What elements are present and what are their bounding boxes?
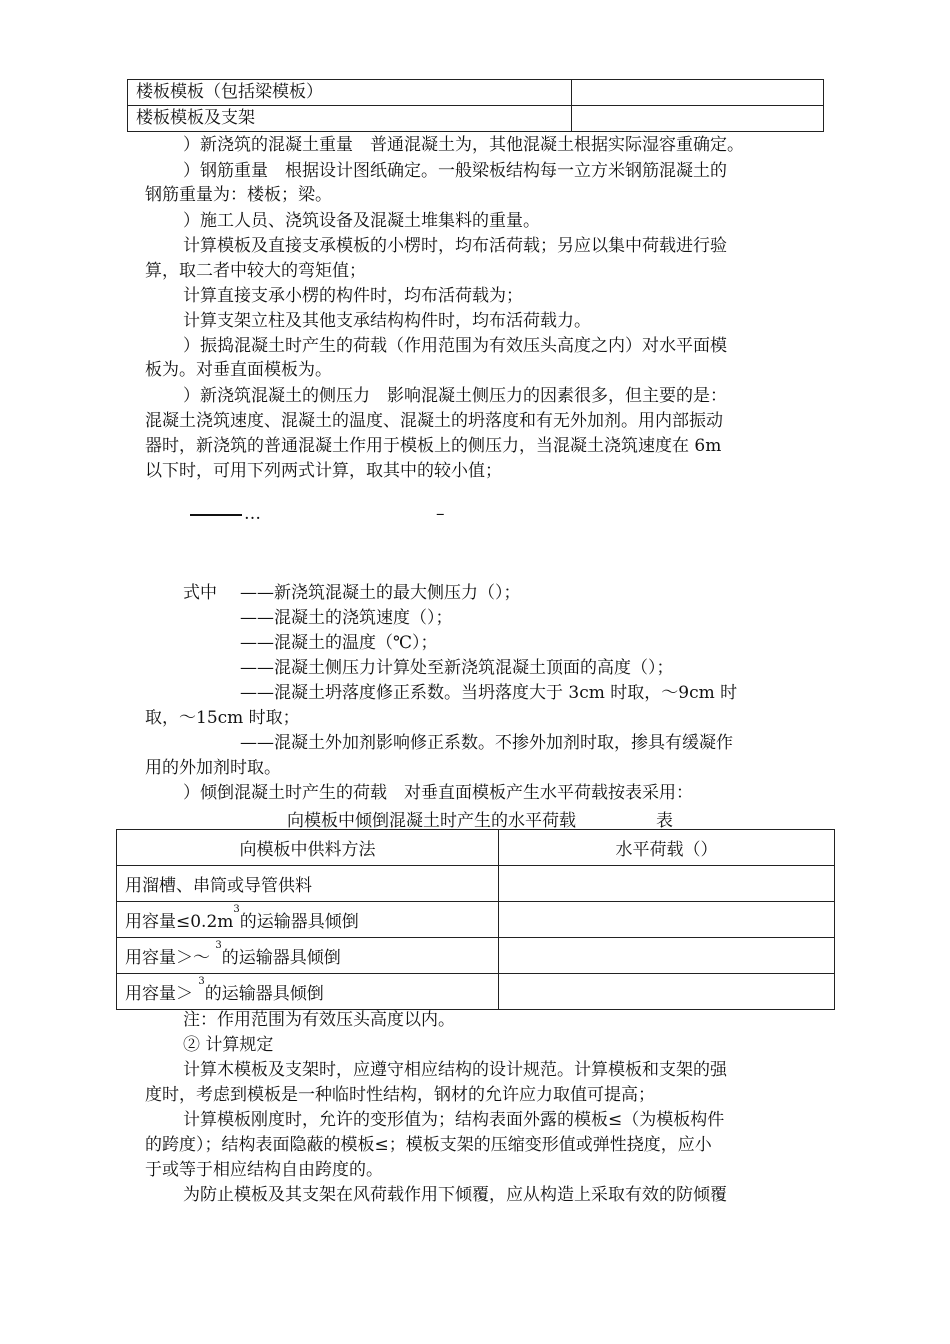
superscript: 3 xyxy=(215,940,222,951)
paragraph-live-load: 计算模板及直接支承模板的小楞时，均布活荷载；另应以集中荷载进行验 xyxy=(183,236,727,256)
legend-line: ——混凝土侧压力计算处至新浇筑混凝土顶面的高度（）； xyxy=(240,658,674,678)
paragraph-support-load: 计算支架立柱及其他支承结构构件时，均布活荷载力。 xyxy=(183,311,591,331)
table-row xyxy=(117,866,835,902)
paragraph-lateral-pressure: ）新浇筑混凝土的侧压力 影响混凝土侧压力的因素很多，但主要的是： xyxy=(183,386,727,406)
table-cell-load xyxy=(499,974,835,1010)
table-note: 注：作用范围为有效压头高度以内。 xyxy=(183,1010,455,1030)
paragraph-rule-cont: 于或等于相应结构自由跨度的。 xyxy=(145,1160,383,1180)
table-caption-title: 向模板中倾倒混凝土时产生的水平荷载 xyxy=(287,811,576,831)
table-cell-value xyxy=(572,80,824,106)
section-heading: ② 计算规定 xyxy=(183,1035,274,1055)
legend-line: ——新浇筑混凝土的最大侧压力（）； xyxy=(240,583,521,603)
table-caption xyxy=(287,806,673,831)
method-text: 用容量＞ xyxy=(125,984,199,1004)
legend-line-cont: 用的外加剂时取。 xyxy=(145,758,281,778)
paragraph-rebar-weight: ）钢筋重量 根据设计图纸确定。一般梁板结构每一立方米钢筋混凝土的 xyxy=(183,161,727,181)
formula-bar xyxy=(190,514,242,516)
formula-dash: – xyxy=(436,504,445,524)
method-text: 的运输器具倾倒 xyxy=(221,948,341,968)
table-header-row xyxy=(117,830,835,866)
paragraph-rule: 计算模板刚度时，允许的变形值为；结构表面外露的模板≤（为模板构件 xyxy=(183,1110,725,1130)
method-text: 的运输器具倾倒 xyxy=(204,984,324,1004)
table-row xyxy=(117,902,835,938)
paragraph-rule-cont: 的跨度）；结构表面隐蔽的模板≤；模板支架的压缩变形值或弹性挠度，应小 xyxy=(145,1135,712,1155)
table-row xyxy=(128,106,824,132)
method-text: 用容量≤0.2m xyxy=(125,912,234,932)
legend-line-cont: 取，～15cm 时取； xyxy=(145,708,300,728)
paragraph-joist-load: 计算直接支承小楞的构件时，均布活荷载为； xyxy=(183,286,523,306)
table-row xyxy=(128,80,824,106)
method-text: 用容量＞～ xyxy=(125,948,216,968)
table-cell-value xyxy=(572,106,824,132)
table-cell-load xyxy=(499,938,835,974)
paragraph-construction-load: ）施工人员、浇筑设备及混凝土堆集料的重量。 xyxy=(183,211,540,231)
superscript: 3 xyxy=(233,904,240,915)
paragraph-lateral-pressure-cont: 以下时，可用下列两式计算，取其中的较小值； xyxy=(145,461,502,481)
legend-line: ——混凝土坍落度修正系数。当坍落度大于 3cm 时取，～9cm 时 xyxy=(240,683,738,703)
paragraph-rule: 计算木模板及支架时，应遵守相应结构的设计规范。计算模板和支架的强 xyxy=(183,1060,727,1080)
legend-intro: 式中 xyxy=(183,583,217,603)
legend-line: ——混凝土的浇筑速度（）； xyxy=(240,608,453,628)
formula-placeholder xyxy=(190,504,261,524)
column-header-method: 向模板中供料方法 xyxy=(117,830,499,866)
paragraph-rule: 为防止模板及其支架在风荷载作用下倾覆，应从构造上采取有效的防倾覆 xyxy=(183,1185,727,1205)
column-header-load: 水平荷载（） xyxy=(499,830,835,866)
formula-dots: … xyxy=(244,504,261,524)
paragraph-rule-cont: 度时，考虑到模板是一种临时性结构，钢材的允许应力取值可提高； xyxy=(145,1085,655,1105)
superscript: 3 xyxy=(198,976,205,987)
paragraph-vibration-load-cont: 板为。对垂直面模板为。 xyxy=(145,360,332,380)
method-text: 的运输器具倾倒 xyxy=(239,912,359,932)
table-cell-label: 楼板模板（包括梁模板） xyxy=(128,80,572,106)
table-cell-load xyxy=(499,902,835,938)
table-cell-method xyxy=(117,902,499,938)
paragraph-pouring-load: ）倾倒混凝土时产生的荷载 对垂直面模板产生水平荷载按表采用： xyxy=(183,783,693,803)
paragraph-live-load-cont: 算，取二者中较大的弯矩值； xyxy=(145,261,366,281)
paragraph-rebar-weight-cont: 钢筋重量为：楼板；梁。 xyxy=(145,185,332,205)
paragraph-concrete-weight: ）新浇筑的混凝土重量 普通混凝土为，其他混凝土根据实际湿容重确定。 xyxy=(183,135,744,155)
table-cell-label: 楼板模板及支架 xyxy=(128,106,572,132)
table-caption-tag: 表 xyxy=(656,811,673,831)
table-cell-method xyxy=(117,974,499,1010)
legend-line: ——混凝土外加剂影响修正系数。不掺外加剂时取，掺具有缓凝作 xyxy=(240,733,733,753)
table-row xyxy=(117,938,835,974)
horizontal-load-table xyxy=(116,829,835,1010)
paragraph-lateral-pressure-cont: 混凝土浇筑速度、混凝土的温度、混凝土的坍落度和有无外加剂。用内部振动 xyxy=(145,411,723,431)
paragraph-lateral-pressure-cont: 器时，新浇筑的普通混凝土作用于模板上的侧压力，当混凝土浇筑速度在 6m xyxy=(145,436,722,456)
paragraph-vibration-load: ）振捣混凝土时产生的荷载（作用范围为有效压头高度之内）对水平面模 xyxy=(183,336,727,356)
legend-line: ——混凝土的温度（℃）； xyxy=(240,633,438,653)
table-cell-method xyxy=(117,938,499,974)
table-row xyxy=(117,974,835,1010)
formwork-load-table xyxy=(127,79,824,132)
table-cell-load xyxy=(499,866,835,902)
table-cell-method: 用溜槽、串筒或导管供料 xyxy=(117,866,499,902)
